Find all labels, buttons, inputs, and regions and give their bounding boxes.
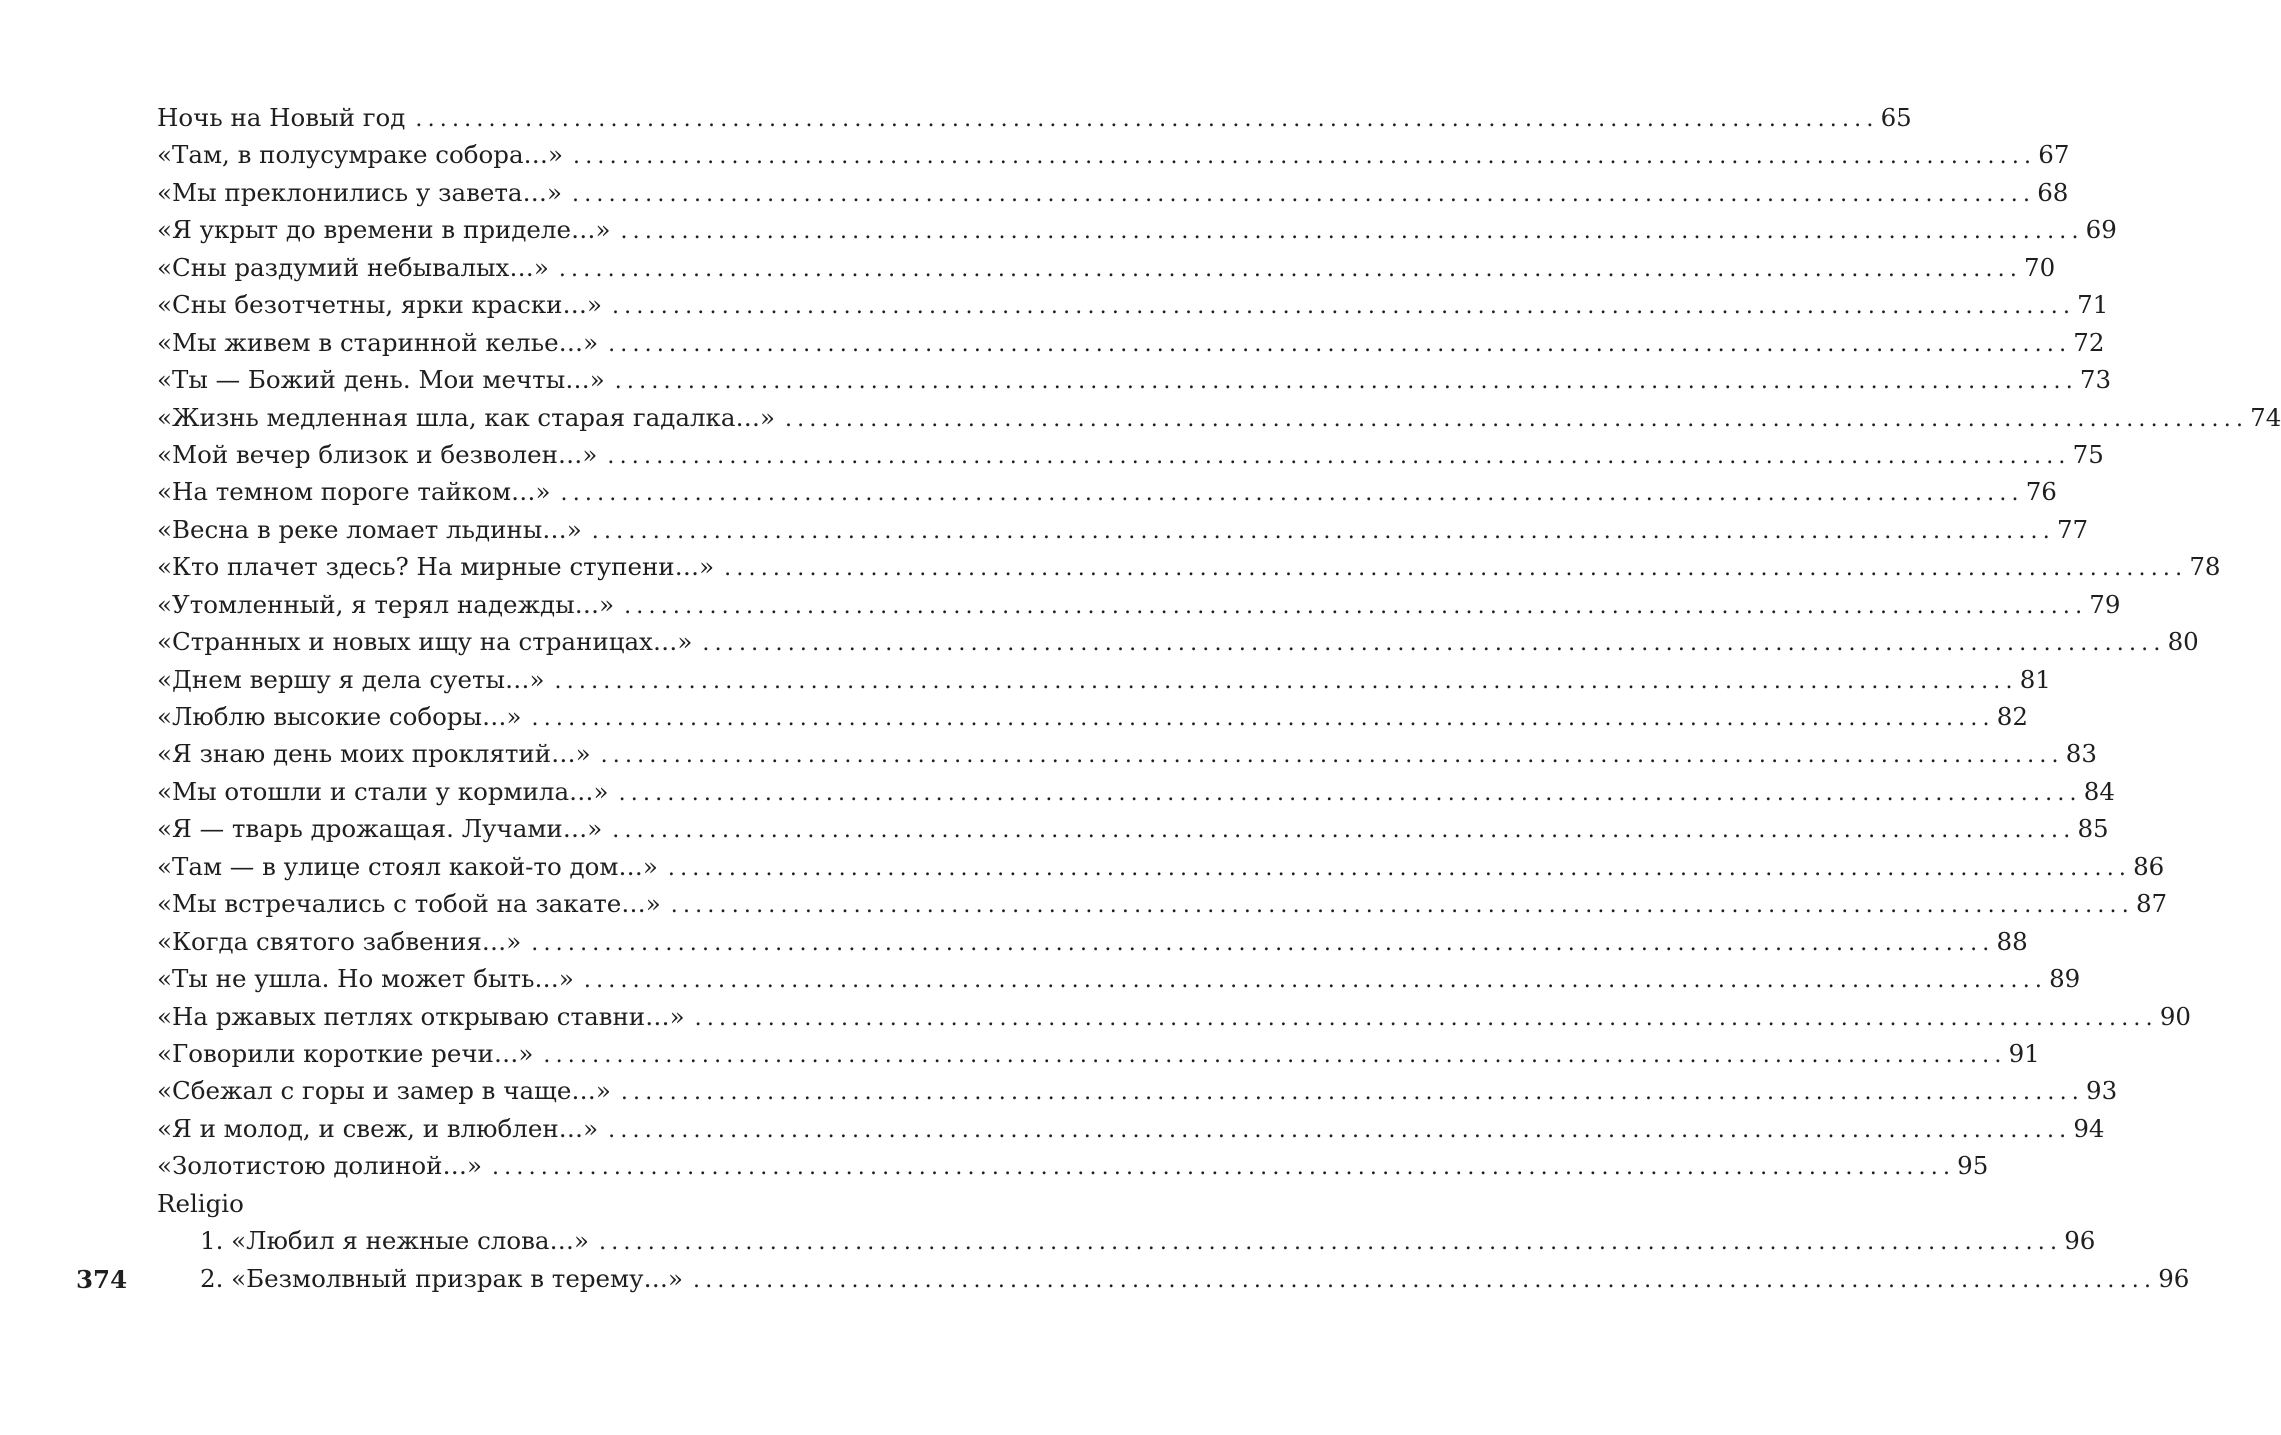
toc-entry [157,773,2115,810]
toc-leader-dots: ........................................................................................................................ [624,593,2088,619]
toc-entry-title: «Днем вершу я дела суеты…» [157,664,545,694]
toc-entry-title: «Мы отошли и стали у кормила…» [157,776,609,806]
toc-entry [157,399,2281,436]
toc-leader-dots: ........................................................................................................................ [608,1117,2072,1143]
toc-entry [157,1072,2118,1109]
toc-entry-title: «Говорили короткие речи…» [157,1038,534,1068]
toc-leader-dots: ........................................................................................................................ [618,780,2082,806]
toc-leader-dots: ........................................................................................................................ [614,369,2078,395]
toc-entry-title: «Сны раздумий небывалых…» [157,252,549,282]
toc-entry-page: 95 [1957,1151,1989,1181]
page-number: 374 [76,1265,128,1294]
toc-entry [157,998,2191,1035]
toc-entry-title: «Я — тварь дрожащая. Лучами…» [157,814,603,844]
toc-entry-title: «Я знаю день моих проклятий…» [157,739,591,769]
toc-entry-page: 77 [2056,514,2089,544]
toc-entry [157,623,2199,660]
toc-entry [157,735,2097,772]
toc-leader-dots: ........................................................................................................................ [415,107,1879,132]
toc-entry-page: 91 [2008,1038,2040,1068]
toc-entry-title: «Ты — Божий день. Мои мечты…» [157,365,605,395]
toc-entry-title: «Весна в реке ломает льдины…» [157,514,582,544]
toc-subentry [157,1222,2096,1259]
toc-entry-title: «Утомленный, я терял надежды…» [157,589,615,619]
toc-entry [157,1110,2105,1147]
toc-entry [157,923,2028,960]
toc-entry [157,436,2104,473]
toc-entry-page: 72 [2073,327,2105,357]
toc-leader-dots: ........................................................................................................................ [572,181,2036,207]
toc-entry-title: «Я и молод, и свеж, и влюблен…» [157,1113,599,1143]
toc-leader-dots: ........................................................................................................................ [554,668,2018,694]
toc-leader-dots: ........................................................................................................................ [531,930,1995,956]
toc-leader-dots: ........................................................................................................................ [612,818,2076,844]
toc-entry-page: 86 [2133,851,2165,881]
toc-entries [157,99,2281,1185]
toc-entry-page: 70 [2024,252,2056,282]
toc-leader-dots: ........................................................................................................................ [560,481,2024,507]
toc-entry [157,324,2105,361]
toc-section-heading [157,1185,878,1222]
toc-entry-title: «Когда святого забвения…» [157,926,522,956]
toc-entry-title: «На ржавых петлях открываю ставни…» [157,1001,685,1031]
toc-entry-title: «Мы встречались с тобой на закате…» [157,889,661,919]
toc-entry [157,211,2117,248]
toc-entry-page: 87 [2135,889,2168,919]
toc-leader-dots: ........................................................................................................................ [607,443,2071,469]
toc-entry [157,286,2109,323]
toc-leader-dots: ........................................................................................................................ [702,631,2166,657]
toc-leader-dots: ........................................................................................................................ [600,743,2064,769]
table-of-contents [157,99,2281,1297]
toc-entry [157,511,2089,548]
toc-leader-dots: ........................................................................................................................ [693,1267,2157,1293]
toc-entry-title: «Мы живем в старинной келье…» [157,327,599,357]
toc-entry [157,136,2070,173]
toc-entry [157,1035,2040,1072]
toc-entry-title: «Там, в полусумраке собора…» [157,140,564,170]
toc-entry [157,960,2081,997]
toc-entry-title: «Кто плачет здесь? На мирные ступени…» [157,552,715,582]
toc-entry-title: 2. «Безмолвный призрак в терему…» [200,1263,684,1293]
toc-subentry [157,1260,2190,1297]
toc-leader-dots: ........................................................................................................................ [573,144,2037,170]
toc-entry [157,885,2168,922]
toc-leader-dots: ........................................................................................................................ [608,331,2072,357]
toc-leader-dots: ........................................................................................................................ [599,1230,2063,1256]
toc-entry-page: 76 [2025,477,2057,507]
toc-entry [157,810,2109,847]
toc-entry-page: 88 [1996,926,2028,956]
toc-leader-dots: ........................................................................................................................ [611,294,2076,320]
toc-entry-page: 78 [2189,552,2221,582]
toc-entry-page: 94 [2073,1113,2105,1143]
toc-entry [157,586,2121,623]
toc-entry-page: 74 [2250,402,2281,432]
toc-leader-dots: ........................................................................................................................ [491,1155,1956,1181]
toc-section-items [157,1222,2190,1297]
toc-entry-page: 71 [2077,290,2109,320]
toc-entry-title: «Люблю высокие соборы…» [157,702,522,731]
toc-entry-title: «На темном пороге тайком…» [157,477,551,507]
toc-entry-page: 83 [2065,739,2097,769]
toc-leader-dots: ........................................................................................................................ [620,219,2084,245]
toc-entry-page: 81 [2019,664,2051,694]
toc-entry-page: 89 [2049,964,2081,994]
toc-entry-page: 93 [2086,1076,2118,1106]
toc-entry-page: 68 [2037,177,2069,207]
toc-leader-dots: ........................................................................................................................ [583,968,2048,994]
toc-leader-dots: ........................................................................................................................ [784,406,2249,432]
toc-entry-title: «Сны безотчетны, ярки краски…» [157,290,602,320]
toc-entry-title: «Жизнь медленная шла, как старая гадалка…» [157,402,775,432]
toc-entry-title: 1. «Любил я нежные слова…» [200,1226,590,1256]
toc-entry-title: «Там — в улице стоял какой-то дом…» [157,851,658,881]
toc-entry [157,661,2051,698]
toc-leader-dots: ........................................................................................................................ [724,556,2188,582]
toc-entry-page: 65 [1880,103,1912,132]
toc-leader-dots: ........................................................................................................................ [558,256,2023,282]
toc-leader-dots: ........................................................................................................................ [667,855,2132,881]
toc-leader-dots: ........................................................................................................................ [694,1005,2158,1031]
toc-entry-page: 85 [2077,814,2109,844]
toc-entry [157,473,2057,510]
toc-entry-page: 96 [2064,1226,2096,1256]
toc-entry-title: «Я укрыт до времени в приделе…» [157,215,611,245]
toc-entry-title: «Ты не ушла. Но может быть…» [157,964,574,994]
toc-section-title: Religio [157,1188,244,1218]
toc-entry [157,548,2221,585]
toc-leader-dots: ........................................................................................................................ [670,893,2134,919]
toc-leader-dots: ........................................................................................................................ [543,1042,2007,1068]
toc-entry-page: 90 [2159,1001,2191,1031]
toc-entry-page: 79 [2089,589,2121,619]
toc-entry-page: 96 [2158,1263,2190,1293]
toc-entry [157,1147,1989,1184]
toc-entry-title: «Сбежал с горы и замер в чаще…» [157,1076,611,1106]
toc-entry [157,698,2028,735]
toc-entry-page: 73 [2079,365,2112,395]
toc-entry-page: 69 [2085,215,2117,245]
toc-entry-title: «Мы преклонились у завета…» [157,177,563,207]
toc-entry-page: 67 [2038,140,2070,170]
toc-entry-title: Ночь на Новый год [157,103,406,132]
toc-entry-title: «Мой вечер близок и безволен…» [157,439,598,469]
toc-leader-dots: ........................................................................................................................ [591,518,2055,544]
toc-entry-page: 75 [2072,439,2104,469]
toc-leader-dots: ........................................................................................................................ [620,1080,2084,1106]
toc-entry-title: «Золотистою долиной…» [157,1151,482,1181]
toc-entry-page: 84 [2083,776,2115,806]
toc-entry [157,249,2056,286]
toc-entry-page: 80 [2167,627,2199,657]
toc-entry [157,361,2112,398]
toc-entry [157,99,1912,136]
toc-entry [157,848,2165,885]
toc-leader-dots: ........................................................................................................................ [531,706,1995,731]
toc-entry [157,174,2069,211]
toc-entry-title: «Странных и новых ищу на страницах…» [157,627,693,657]
toc-entry-page: 82 [1996,702,2028,731]
